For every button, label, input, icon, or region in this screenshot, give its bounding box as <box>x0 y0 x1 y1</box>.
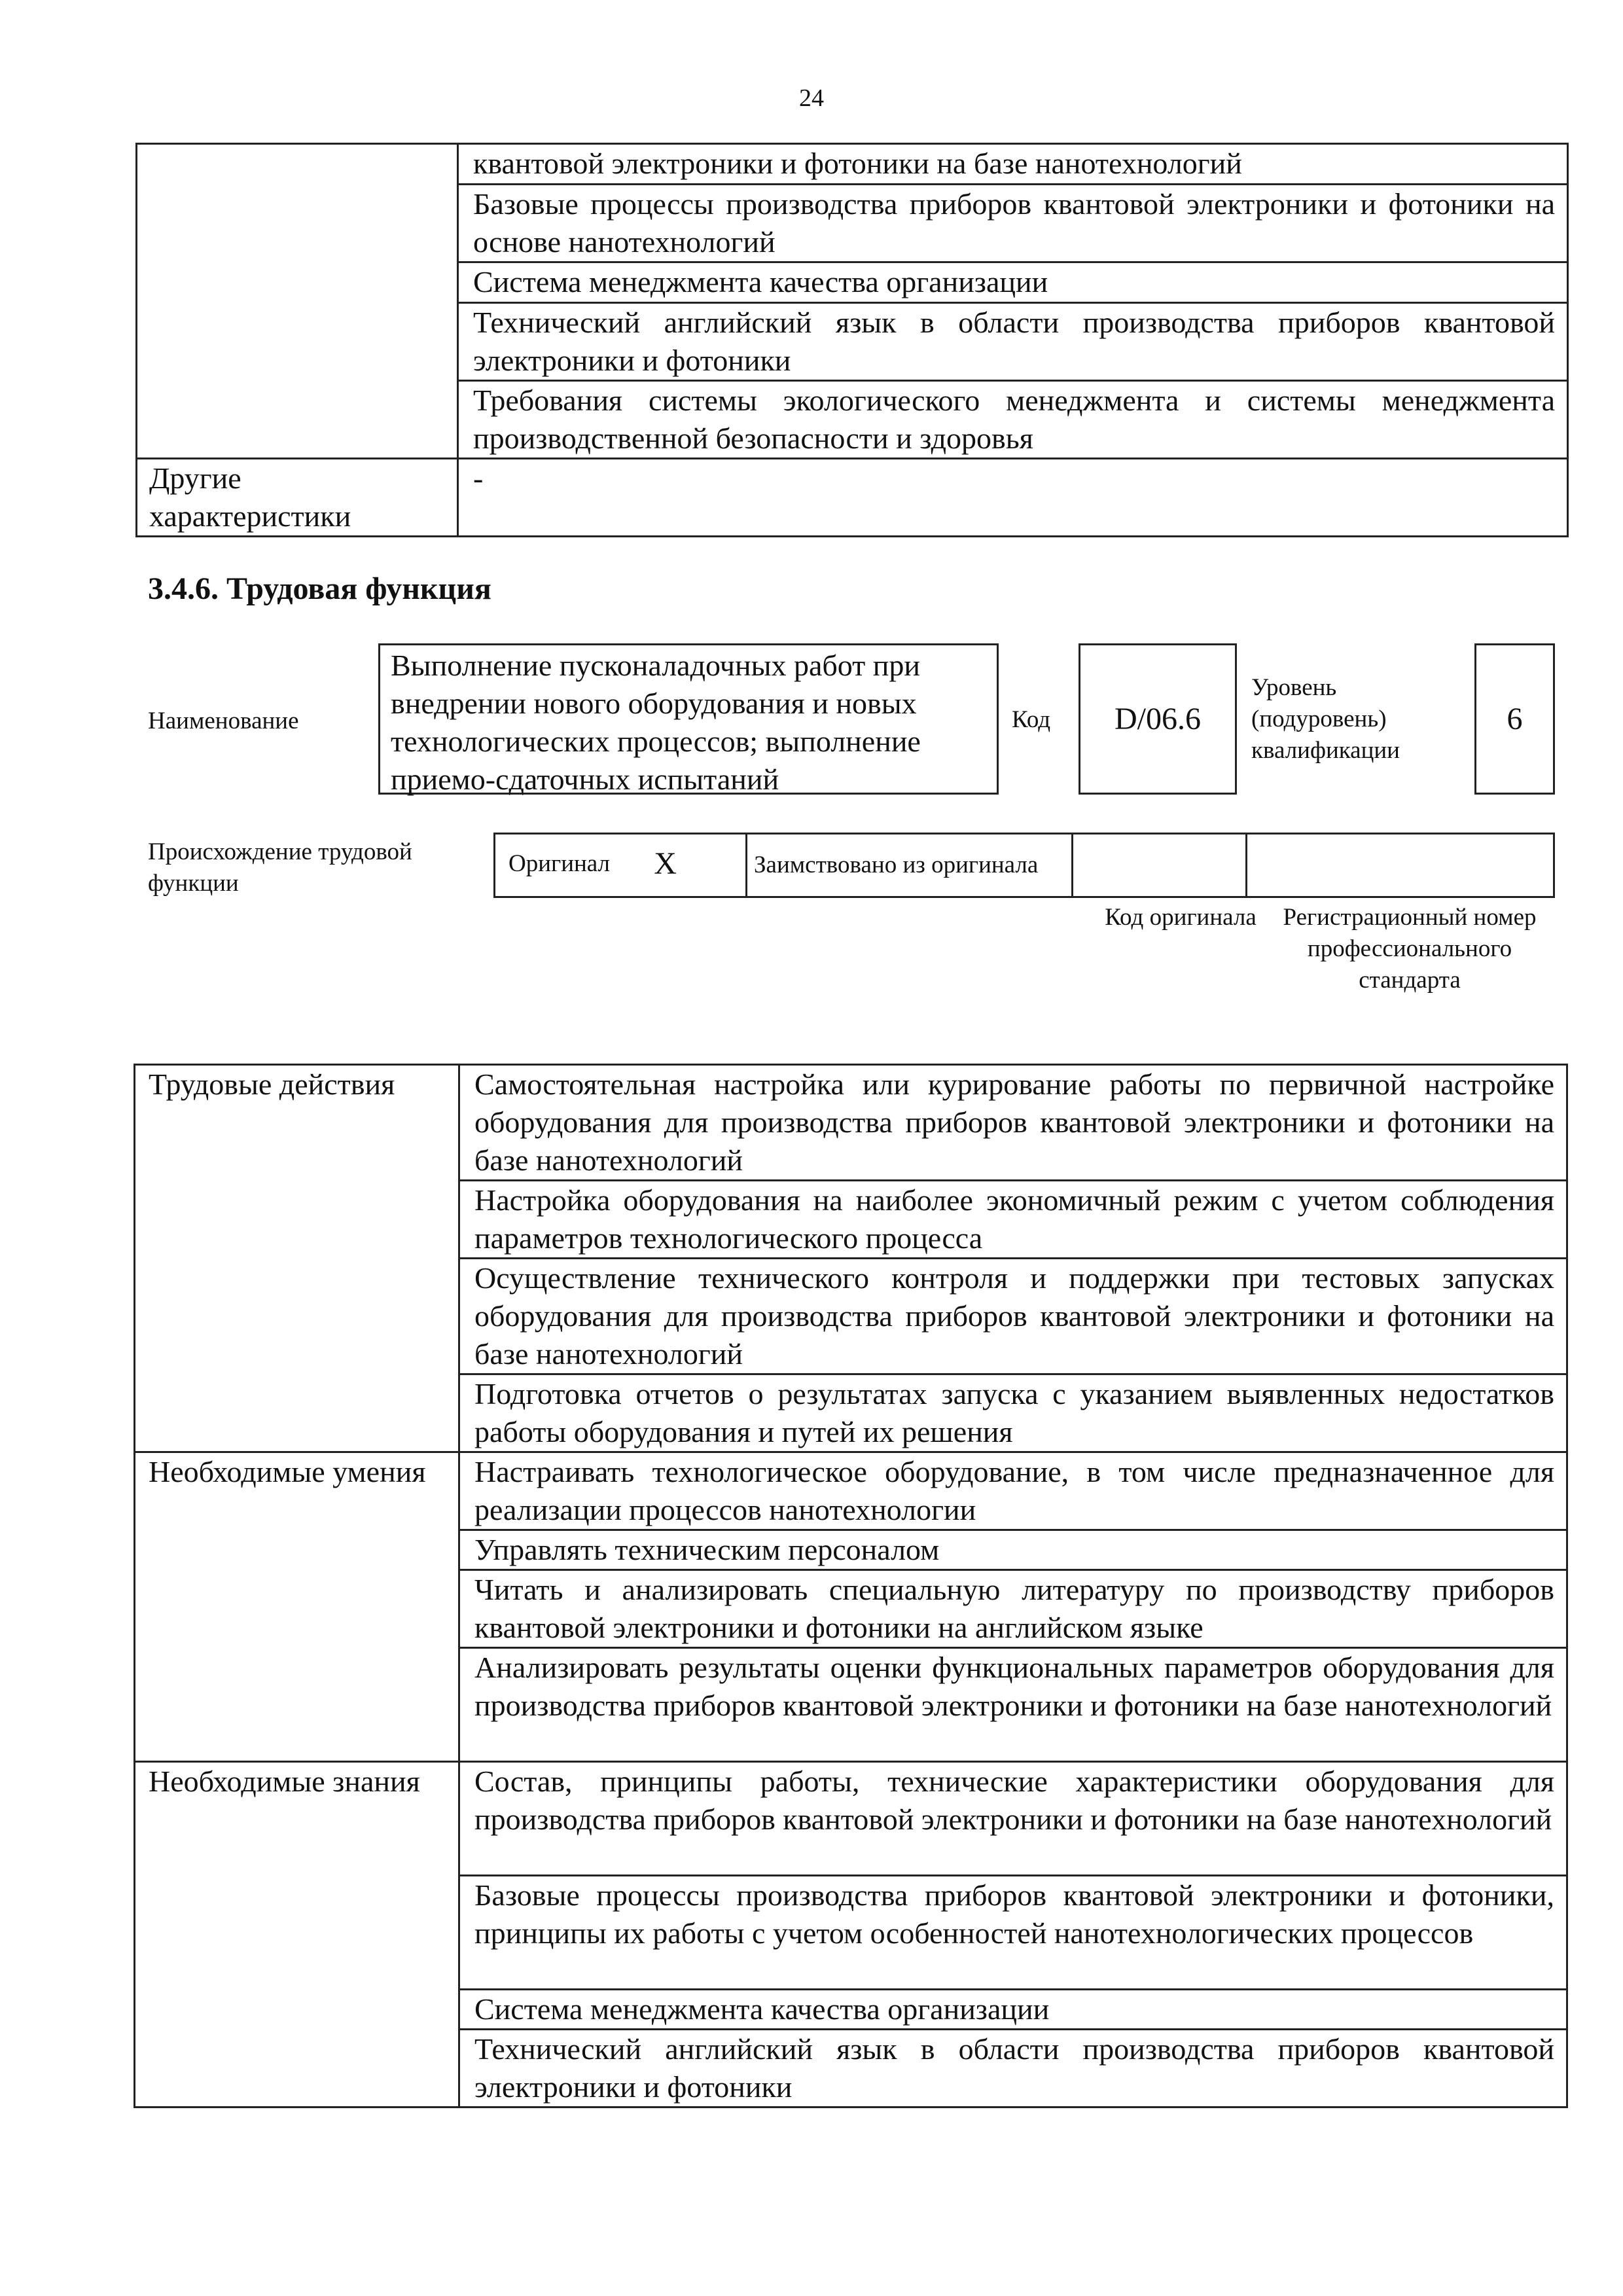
code-label: Код <box>1012 706 1051 733</box>
name-label: Наименование <box>148 708 299 734</box>
table-row: Система менеджмента качества организации <box>458 262 1568 303</box>
labor-actions-label: Трудовые действия <box>135 1065 459 1452</box>
table-row: Требования системы экологического менеджмента и системы менеджмента производственной безопасности и здоровья <box>458 381 1568 459</box>
original-mark: X <box>654 846 677 881</box>
table-row: Базовые процессы производства приборов квантовой электроники и фотоники, принципы их работы с учетом особенностей нанотехнологических процессов <box>459 1876 1567 1990</box>
original-code-cell <box>1073 834 1247 897</box>
original-code-caption: Код оригинала <box>1105 904 1257 931</box>
table-row: Технический английский язык в области производства приборов квантовой электроники и фотоники <box>458 303 1568 381</box>
table-row: Система менеджмента качества организации <box>459 1990 1567 2030</box>
qualification-level-label: Уровень (подуровень) квалификации <box>1251 674 1400 764</box>
qualification-level-value: 6 <box>1507 702 1523 736</box>
table-row: Самостоятельная настройка или курирование работы по первичной настройке оборудования для производства приборов квантовой электроники и фотоники на базе нанотехнологий <box>459 1065 1567 1181</box>
section-heading: 3.4.6. Трудовая функция <box>148 571 491 606</box>
origin-table <box>493 833 1555 898</box>
table-row: Подготовка отчетов о результатах запуска с указанием выявленных недостатков работы оборудования и путей их решения <box>459 1374 1567 1452</box>
original-label: Оригинал <box>508 850 611 877</box>
registration-number-caption: Регистрационный номер профессионального стандарта <box>1283 904 1537 994</box>
qualification-level-box <box>1474 643 1555 795</box>
table-row: Управлять техническим персоналом <box>459 1530 1567 1570</box>
other-characteristics-label: Другие характеристики <box>137 459 458 537</box>
function-name-box <box>378 643 999 795</box>
page-number: 24 <box>799 84 824 112</box>
origin-label: Происхождение трудовой функции <box>148 838 412 897</box>
table-row: Базовые процессы производства приборов квантовой электроники и фотоники на основе нанотехнологий <box>458 185 1568 262</box>
table-row: Технический английский язык в области производства приборов квантовой электроники и фотоники <box>459 2030 1567 2108</box>
required-skills-label: Необходимые умения <box>135 1452 459 1762</box>
borrowed-cell: Заимствовано из оригинала <box>747 834 1073 897</box>
empty-label-cell <box>137 144 458 459</box>
function-code-value: D/06.6 <box>1115 702 1201 736</box>
required-knowledge-label: Необходимые знания <box>135 1762 459 2108</box>
table-row: Осуществление технического контроля и поддержки при тестовых запусках оборудования для производства приборов квантовой электроники и фотоники на базе нанотехнологий <box>459 1259 1567 1374</box>
table-row: Читать и анализировать специальную литературу по производству приборов квантовой электроники и фотоники на английском языке <box>459 1570 1567 1648</box>
other-characteristics-value: - <box>458 459 1568 537</box>
function-code-box <box>1079 643 1237 795</box>
table-row: квантовой электроники и фотоники на базе нанотехнологий <box>458 144 1568 185</box>
table-row: Анализировать результаты оценки функциональных параметров оборудования для производства приборов квантовой электроники и фотоники на базе нанотехнологий <box>459 1648 1567 1762</box>
table-row: Настройка оборудования на наиболее экономичный режим с учетом соблюдения параметров технологического процесса <box>459 1181 1567 1259</box>
knowledge-table-continued <box>135 143 1569 537</box>
registration-number-cell <box>1247 834 1554 897</box>
function-content-table <box>134 1064 1568 2108</box>
function-name-value: Выполнение пусконаладочных работ при внедрении нового оборудования и новых технологических процессов; выполнение приемо-сдаточных испытаний <box>391 649 921 796</box>
table-row: Настраивать технологическое оборудование, в том числе предназначенное для реализации процессов нанотехнологии <box>459 1452 1567 1530</box>
original-cell <box>495 834 747 897</box>
table-row: Состав, принципы работы, технические характеристики оборудования для производства приборов квантовой электроники и фотоники на базе нанотехнологий <box>459 1762 1567 1876</box>
